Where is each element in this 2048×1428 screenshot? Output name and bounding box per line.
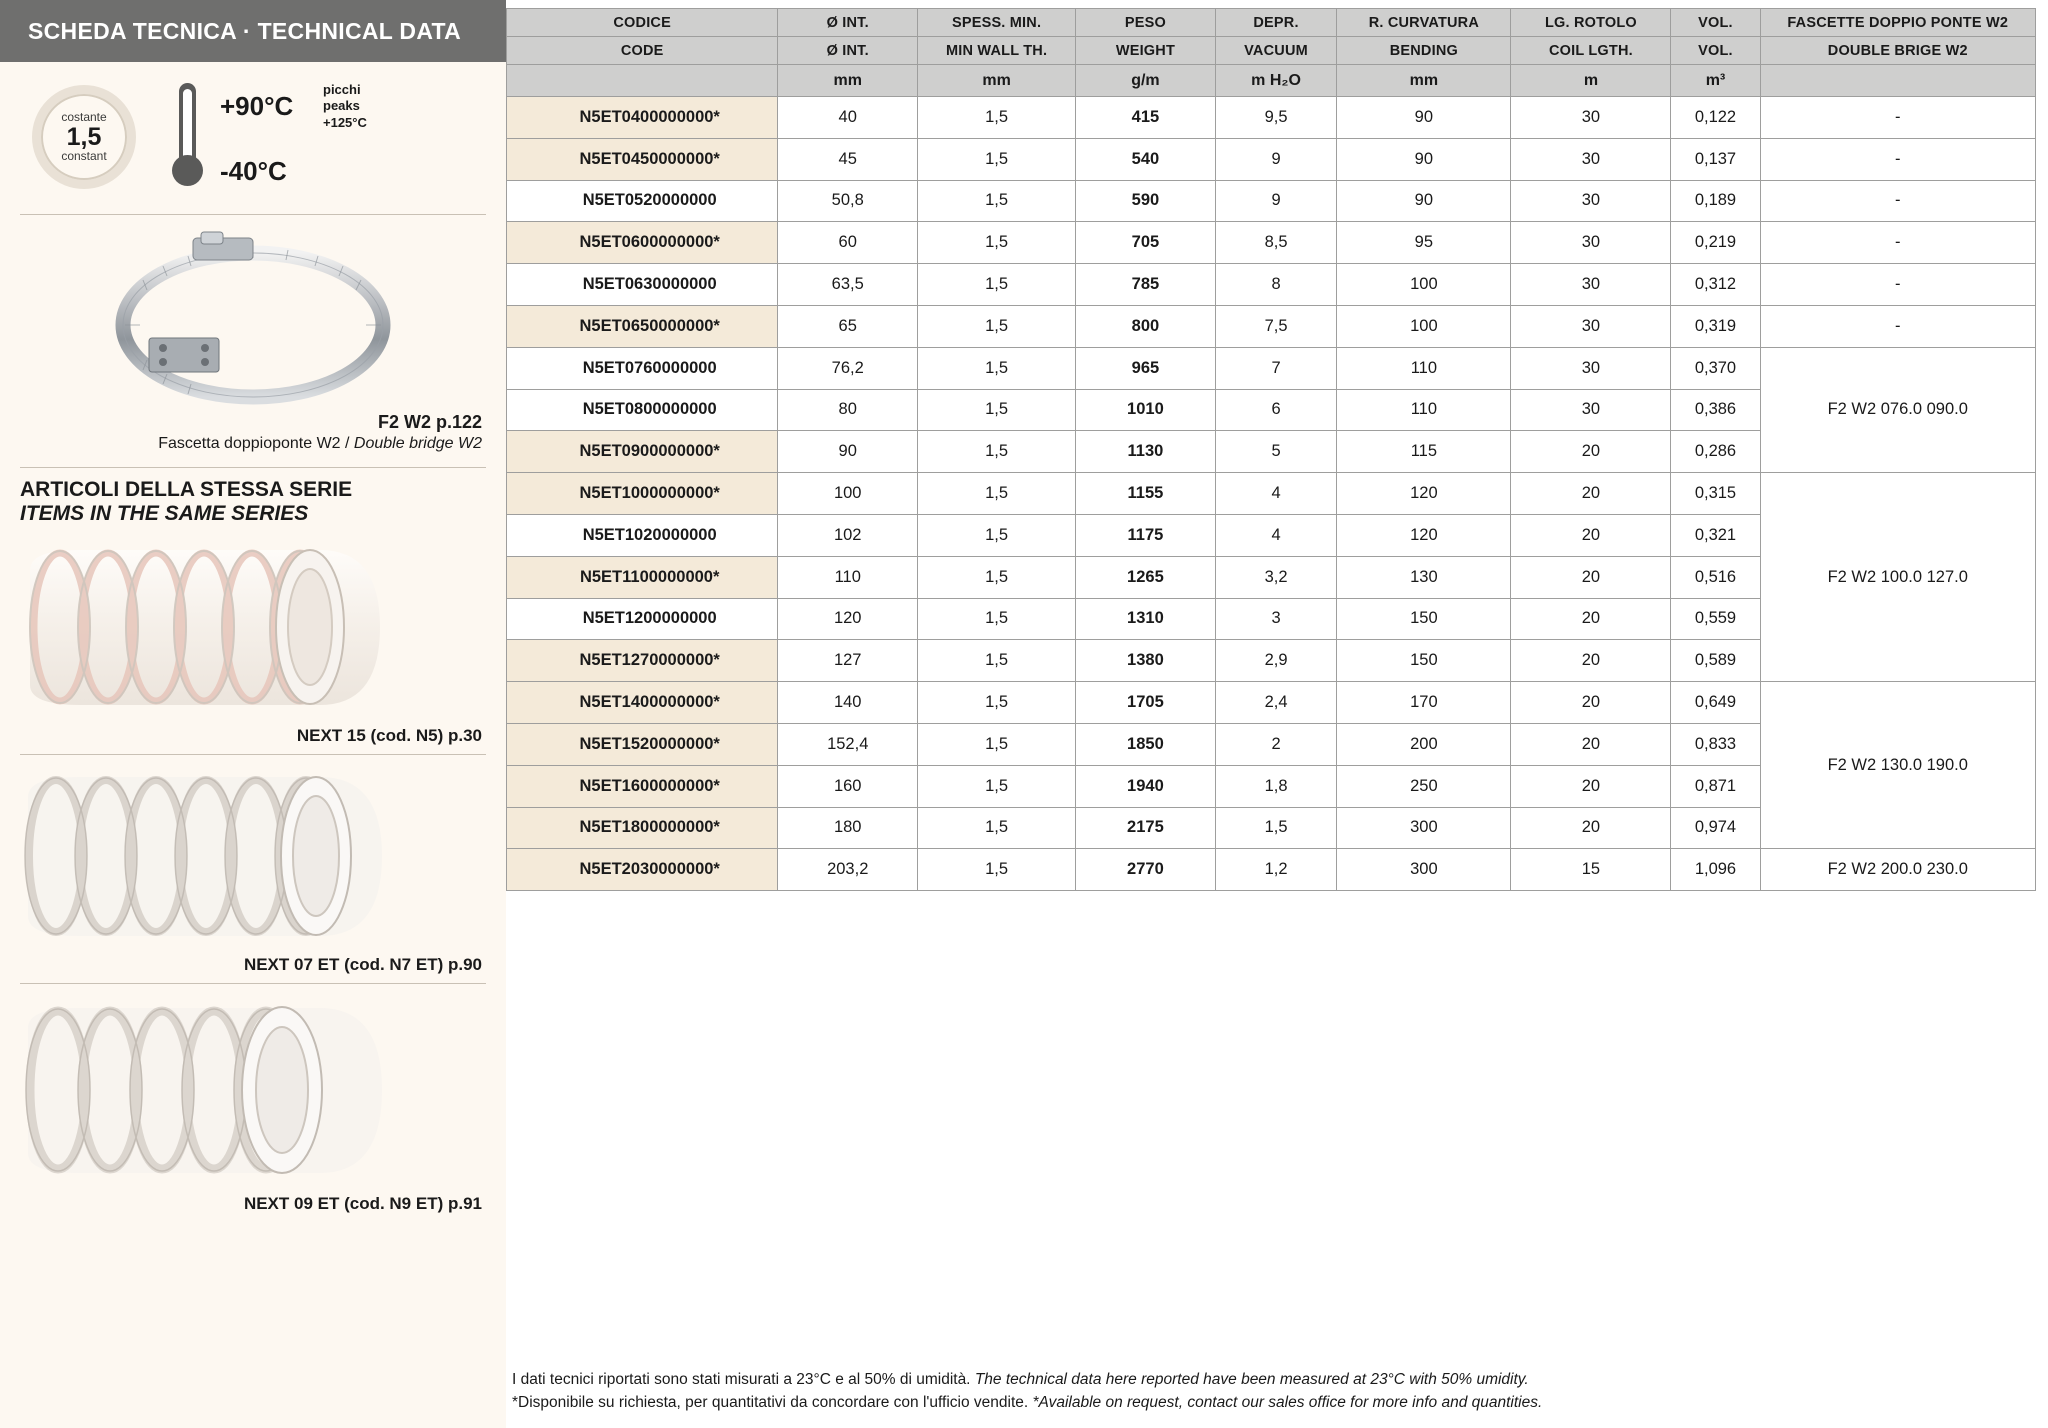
th-vacuum-en: VACUUM	[1215, 37, 1337, 65]
table-row[interactable]	[507, 305, 2036, 347]
series-item-2[interactable]	[20, 988, 486, 1214]
cell-volume: 0,516	[1671, 556, 1760, 598]
cell-diameter: 65	[778, 305, 918, 347]
th-volume-en: VOL.	[1671, 37, 1760, 65]
table-header-it	[507, 9, 2036, 37]
cell-thickness: 1,5	[918, 431, 1076, 473]
cell-thickness: 1,5	[918, 598, 1076, 640]
cell-code: N5ET0520000000	[507, 180, 778, 222]
cell-code: N5ET1600000000*	[507, 765, 778, 807]
cell-weight: 1380	[1076, 640, 1216, 682]
th-diameter-it: Ø INT.	[778, 9, 918, 37]
cell-bending: 120	[1337, 473, 1511, 515]
cell-bending: 90	[1337, 97, 1511, 139]
th-code-en: CODE	[507, 37, 778, 65]
cell-clamp: F2 W2 100.0 127.0	[1760, 473, 2035, 682]
cell-vacuum: 1,2	[1215, 849, 1337, 891]
cell-bending: 150	[1337, 640, 1511, 682]
cell-code: N5ET1800000000*	[507, 807, 778, 849]
cell-diameter: 50,8	[778, 180, 918, 222]
cell-coil: 20	[1511, 431, 1671, 473]
cell-volume: 0,321	[1671, 514, 1760, 556]
cell-diameter: 100	[778, 473, 918, 515]
cell-diameter: 45	[778, 138, 918, 180]
cell-diameter: 203,2	[778, 849, 918, 891]
cell-bending: 120	[1337, 514, 1511, 556]
thermometer-icon	[164, 77, 210, 197]
cell-volume: 0,589	[1671, 640, 1760, 682]
cell-weight: 800	[1076, 305, 1216, 347]
cell-volume: 0,189	[1671, 180, 1760, 222]
cell-volume: 0,370	[1671, 347, 1760, 389]
cell-thickness: 1,5	[918, 347, 1076, 389]
cell-bending: 110	[1337, 347, 1511, 389]
cell-bending: 300	[1337, 807, 1511, 849]
cell-code: N5ET0400000000*	[507, 97, 778, 139]
th-diameter-en: Ø INT.	[778, 37, 918, 65]
cell-coil: 30	[1511, 222, 1671, 264]
table-row[interactable]	[507, 222, 2036, 264]
cell-volume: 0,286	[1671, 431, 1760, 473]
cell-diameter: 63,5	[778, 264, 918, 306]
cell-thickness: 1,5	[918, 264, 1076, 306]
cell-weight: 2175	[1076, 807, 1216, 849]
cell-vacuum: 6	[1215, 389, 1337, 431]
constant-label-it: costante	[61, 110, 107, 125]
cell-volume: 0,833	[1671, 723, 1760, 765]
cell-code: N5ET0900000000*	[507, 431, 778, 473]
cell-weight: 540	[1076, 138, 1216, 180]
th-vacuum-it: DEPR.	[1215, 9, 1337, 37]
temp-high: +90°C	[220, 91, 294, 121]
cell-thickness: 1,5	[918, 97, 1076, 139]
cell-diameter: 102	[778, 514, 918, 556]
cell-weight: 1940	[1076, 765, 1216, 807]
constant-label-en: constant	[61, 149, 107, 164]
cell-diameter: 90	[778, 431, 918, 473]
series-item-1[interactable]	[20, 759, 486, 984]
table-row[interactable]	[507, 264, 2036, 306]
constant-thickness-badge	[20, 81, 148, 193]
table-row[interactable]	[507, 180, 2036, 222]
cell-thickness: 1,5	[918, 640, 1076, 682]
cell-volume: 0,312	[1671, 264, 1760, 306]
cell-weight: 590	[1076, 180, 1216, 222]
cell-thickness: 1,5	[918, 807, 1076, 849]
cell-bending: 300	[1337, 849, 1511, 891]
panel-title: SCHEDA TECNICA · TECHNICAL DATA	[0, 0, 506, 62]
cell-volume: 0,649	[1671, 682, 1760, 724]
cell-coil: 30	[1511, 305, 1671, 347]
cell-weight: 1155	[1076, 473, 1216, 515]
cell-coil: 20	[1511, 640, 1671, 682]
cell-bending: 170	[1337, 682, 1511, 724]
th-thickness-it: SPESS. MIN.	[918, 9, 1076, 37]
cell-clamp: -	[1760, 97, 2035, 139]
cell-vacuum: 7	[1215, 347, 1337, 389]
th-unit-coil: m	[1511, 65, 1671, 97]
cell-volume: 1,096	[1671, 849, 1760, 891]
cell-diameter: 140	[778, 682, 918, 724]
cell-coil: 30	[1511, 97, 1671, 139]
cell-coil: 20	[1511, 765, 1671, 807]
th-coil-it: LG. ROTOLO	[1511, 9, 1671, 37]
cell-bending: 200	[1337, 723, 1511, 765]
cell-thickness: 1,5	[918, 473, 1076, 515]
th-unit-clamp	[1760, 65, 2035, 97]
cell-bending: 250	[1337, 765, 1511, 807]
cell-thickness: 1,5	[918, 723, 1076, 765]
cell-coil: 30	[1511, 347, 1671, 389]
cell-coil: 20	[1511, 473, 1671, 515]
cell-volume: 0,122	[1671, 97, 1760, 139]
th-volume-it: VOL.	[1671, 9, 1760, 37]
cell-vacuum: 1,5	[1215, 807, 1337, 849]
cell-thickness: 1,5	[918, 556, 1076, 598]
th-weight-it: PESO	[1076, 9, 1216, 37]
cell-bending: 130	[1337, 556, 1511, 598]
cell-weight: 1010	[1076, 389, 1216, 431]
cell-code: N5ET1400000000*	[507, 682, 778, 724]
left-panel	[0, 0, 506, 1428]
th-weight-en: WEIGHT	[1076, 37, 1216, 65]
cell-clamp: -	[1760, 138, 2035, 180]
cell-vacuum: 9,5	[1215, 97, 1337, 139]
cell-diameter: 120	[778, 598, 918, 640]
cell-code: N5ET0650000000*	[507, 305, 778, 347]
cell-volume: 0,137	[1671, 138, 1760, 180]
cell-coil: 20	[1511, 598, 1671, 640]
cell-code: N5ET0800000000	[507, 389, 778, 431]
cell-bending: 100	[1337, 305, 1511, 347]
cell-coil: 15	[1511, 849, 1671, 891]
cell-thickness: 1,5	[918, 180, 1076, 222]
series-item-label-2: NEXT 09 ET (cod. N9 ET) p.91	[243, 1194, 482, 1213]
cell-vacuum: 9	[1215, 180, 1337, 222]
cell-vacuum: 1,8	[1215, 765, 1337, 807]
cell-vacuum: 7,5	[1215, 305, 1337, 347]
cell-coil: 20	[1511, 807, 1671, 849]
cell-code: N5ET1000000000*	[507, 473, 778, 515]
clamp-code: F2 W2 p.122	[377, 412, 482, 432]
cell-diameter: 40	[778, 97, 918, 139]
table-row[interactable]	[507, 682, 2036, 724]
cell-clamp: F2 W2 076.0 090.0	[1760, 347, 2035, 472]
th-unit-volume: m³	[1671, 65, 1760, 97]
divider	[20, 214, 486, 215]
cell-vacuum: 4	[1215, 514, 1337, 556]
cell-code: N5ET0450000000*	[507, 138, 778, 180]
cell-weight: 965	[1076, 347, 1216, 389]
th-unit-thickness: mm	[918, 65, 1076, 97]
cell-clamp: -	[1760, 305, 2035, 347]
series-item-label-1: NEXT 07 ET (cod. N7 ET) p.90	[243, 955, 482, 974]
cell-coil: 20	[1511, 556, 1671, 598]
cell-volume: 0,386	[1671, 389, 1760, 431]
cell-diameter: 110	[778, 556, 918, 598]
cell-weight: 2770	[1076, 849, 1216, 891]
cell-volume: 0,871	[1671, 765, 1760, 807]
th-code-it: CODICE	[507, 9, 778, 37]
cell-thickness: 1,5	[918, 682, 1076, 724]
cell-vacuum: 2,9	[1215, 640, 1337, 682]
th-unit-code	[507, 65, 778, 97]
cell-bending: 115	[1337, 431, 1511, 473]
cell-vacuum: 2,4	[1215, 682, 1337, 724]
cell-bending: 90	[1337, 180, 1511, 222]
cell-volume: 0,974	[1671, 807, 1760, 849]
cell-weight: 1130	[1076, 431, 1216, 473]
series-heading	[20, 467, 486, 526]
cell-diameter: 127	[778, 640, 918, 682]
cell-weight: 1265	[1076, 556, 1216, 598]
th-bending-en: BENDING	[1337, 37, 1511, 65]
cell-bending: 150	[1337, 598, 1511, 640]
cell-code: N5ET1200000000	[507, 598, 778, 640]
cell-weight: 1705	[1076, 682, 1216, 724]
cell-coil: 20	[1511, 723, 1671, 765]
table-row[interactable]	[507, 347, 2036, 389]
footnote-line-1: I dati tecnici riportati sono stati misurati a 23°C e al 50% di umidità. The technical data here reported have been measured at 23°C with 50% umidity.	[512, 1371, 1529, 1389]
cell-bending: 110	[1337, 389, 1511, 431]
table-row[interactable]	[507, 473, 2036, 515]
temp-peaks: picchi peaks +125°C	[323, 82, 367, 130]
cell-vacuum: 3,2	[1215, 556, 1337, 598]
clamp-desc: Fascetta doppioponte W2 / Double bridge W2	[158, 435, 482, 452]
cell-weight: 1310	[1076, 598, 1216, 640]
cell-bending: 90	[1337, 138, 1511, 180]
cell-code: N5ET1520000000*	[507, 723, 778, 765]
cell-vacuum: 4	[1215, 473, 1337, 515]
cell-volume: 0,315	[1671, 473, 1760, 515]
series-title-it: ARTICOLI DELLA STESSA SERIE	[20, 478, 353, 501]
cell-code: N5ET2030000000*	[507, 849, 778, 891]
cell-thickness: 1,5	[918, 849, 1076, 891]
cell-clamp: F2 W2 200.0 230.0	[1760, 849, 2035, 891]
cell-thickness: 1,5	[918, 765, 1076, 807]
th-unit-weight: g/m	[1076, 65, 1216, 97]
cell-diameter: 76,2	[778, 347, 918, 389]
table-row[interactable]	[507, 97, 2036, 139]
technical-data-table	[506, 8, 2040, 891]
footnote	[512, 1369, 1972, 1414]
cell-code: N5ET1100000000*	[507, 556, 778, 598]
th-bending-it: R. CURVATURA	[1337, 9, 1511, 37]
series-title-en: ITEMS IN THE SAME SERIES	[20, 502, 309, 525]
cell-coil: 20	[1511, 682, 1671, 724]
cell-volume: 0,319	[1671, 305, 1760, 347]
cell-diameter: 180	[778, 807, 918, 849]
cell-volume: 0,219	[1671, 222, 1760, 264]
cell-code: N5ET0600000000*	[507, 222, 778, 264]
cell-code: N5ET0760000000	[507, 347, 778, 389]
temp-low: -40°C	[220, 156, 287, 186]
cell-vacuum: 9	[1215, 138, 1337, 180]
cell-vacuum: 3	[1215, 598, 1337, 640]
cell-vacuum: 2	[1215, 723, 1337, 765]
cell-thickness: 1,5	[918, 305, 1076, 347]
footnote-line-2: *Disponibile su richiesta, per quantitativi da concordare con l'ufficio vendite. *Available on request, contact our sales office for more info and quantities.	[512, 1393, 1543, 1411]
clamp-photo	[20, 227, 486, 412]
table-row[interactable]	[507, 138, 2036, 180]
temperature-range	[220, 77, 380, 197]
cell-bending: 100	[1337, 264, 1511, 306]
cell-thickness: 1,5	[918, 514, 1076, 556]
cell-code: N5ET1270000000*	[507, 640, 778, 682]
cell-coil: 30	[1511, 389, 1671, 431]
cell-vacuum: 8,5	[1215, 222, 1337, 264]
series-item-0[interactable]	[20, 530, 486, 755]
cell-coil: 30	[1511, 264, 1671, 306]
clamp-caption	[20, 412, 486, 453]
cell-weight: 1850	[1076, 723, 1216, 765]
cell-thickness: 1,5	[918, 389, 1076, 431]
cell-weight: 705	[1076, 222, 1216, 264]
cell-weight: 785	[1076, 264, 1216, 306]
cell-diameter: 80	[778, 389, 918, 431]
cell-diameter: 152,4	[778, 723, 918, 765]
cell-clamp: -	[1760, 222, 2035, 264]
cell-vacuum: 8	[1215, 264, 1337, 306]
constant-value: 1,5	[66, 122, 102, 151]
cell-clamp: -	[1760, 180, 2035, 222]
cell-coil: 30	[1511, 138, 1671, 180]
table-header-units	[507, 65, 2036, 97]
th-clamp-en: DOUBLE BRIGE W2	[1760, 37, 2035, 65]
cell-diameter: 60	[778, 222, 918, 264]
left-content	[0, 62, 506, 1214]
cell-bending: 95	[1337, 222, 1511, 264]
table-row[interactable]	[507, 849, 2036, 891]
cell-vacuum: 5	[1215, 431, 1337, 473]
cell-clamp: -	[1760, 264, 2035, 306]
series-item-label-0: NEXT 15 (cod. N5) p.30	[296, 726, 482, 745]
cell-weight: 415	[1076, 97, 1216, 139]
cell-volume: 0,559	[1671, 598, 1760, 640]
th-unit-diameter: mm	[778, 65, 918, 97]
th-unit-vacuum: m H₂O	[1215, 65, 1337, 97]
table-header-en	[507, 37, 2036, 65]
cell-thickness: 1,5	[918, 138, 1076, 180]
cell-thickness: 1,5	[918, 222, 1076, 264]
cell-clamp: F2 W2 130.0 190.0	[1760, 682, 2035, 849]
th-thickness-en: MIN WALL TH.	[918, 37, 1076, 65]
th-clamp-it: FASCETTE DOPPIO PONTE W2	[1760, 9, 2035, 37]
cell-diameter: 160	[778, 765, 918, 807]
cell-coil: 30	[1511, 180, 1671, 222]
th-coil-en: COIL LGTH.	[1511, 37, 1671, 65]
spec-row	[20, 62, 486, 212]
cell-coil: 20	[1511, 514, 1671, 556]
th-unit-bending: mm	[1337, 65, 1511, 97]
cell-code: N5ET0630000000	[507, 264, 778, 306]
cell-code: N5ET1020000000	[507, 514, 778, 556]
cell-weight: 1175	[1076, 514, 1216, 556]
